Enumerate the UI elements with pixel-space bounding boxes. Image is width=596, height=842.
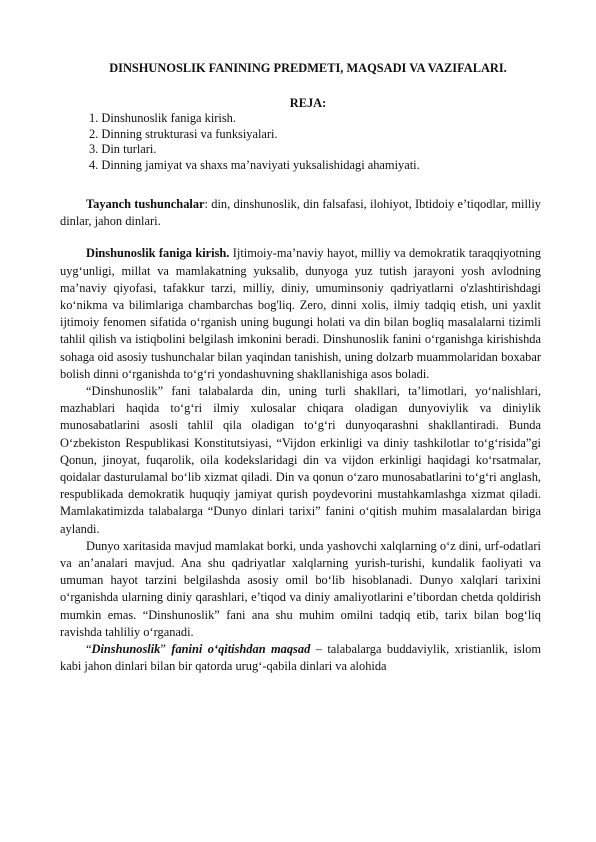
keywords-paragraph — [60, 196, 541, 230]
plan-item: 3. Din turlari. — [89, 142, 157, 156]
plan-list — [89, 111, 420, 173]
quote-open: “ — [86, 642, 92, 657]
keywords-text: : din, dinshunoslik, din falsafasi, ilohiyot, Ibtidoiy e’tiqodlar, milliy dinlar, jahon dinlari. — [60, 197, 541, 229]
section-heading: Dinshunoslik faniga kirish. — [86, 246, 230, 261]
document-body — [60, 196, 541, 675]
paragraph: Dunyo xaritasida mavjud mamlakat borki, unda yashovchi xalqlarning o‘z dini, urf-odatlari va an’analari mavjud. Ana shu qadriyatlar xalqlarning yurish-turishi, kundalik faoliyati va umuman hayot tarzini belgilashda asosiy omil bo‘lib hisoblanadi. Dunyo xalqlari tarixini o‘rganishda ularning diniy qarashlari, e’tiqod va diniy amaliyotlarini e’tibordan chetda qoldirish mumkin emas. “Dinshunoslik” fani ana shu muhim omilni tadqiq etib, tarix bilan bog‘liq ravishda tahliliy o‘rganadi. — [60, 538, 541, 639]
quote-close: ” — [160, 642, 166, 657]
keywords-label: Tayanch tushunchalar — [86, 197, 205, 211]
plan-item: 4. Dinning jamiyat va shaxs ma’naviyati yuksalishidagi ahamiyati. — [89, 157, 420, 172]
paragraph: “Dinshunoslik” fani talabalarda din, uning turli shakllari, ta’limotlari, yo‘nalishlari, mazhablari haqida to‘g‘ri ilmiy xulosalar chiqara oladigan dunyoviylik va diniylik munosabatlarini asosli tahlil qila oladigan to‘g‘ri dunyoqarashni shakllantiradi. Bunda O‘zbekiston Respublikasi Konstitutsiyasi, “Vijdon erkinligi va diniy tashkilotlar to‘g‘risida”gi Qonun, jinoyat, fuqarolik, oila kodekslaridagi din va vijdon erkinligi haqidagi ko‘rsatmalar, qoidalar dasturulamal bo‘lib xizmat qiladi. Din va qonun o‘zaro munosabatlarini to‘g‘ri anglash, respublikada demokratik huquqiy jamiyat qurish poydevorini mustahkamlashga xizmat qiladi. Mamlakatimizda talabalarga “Dunyo dinlari tarixi” fanini o‘qitish muhim masalalardan biriga aylandi. — [60, 384, 541, 536]
page-title: DINSHUNOSLIK FANINING PREDMETI, MAQSADI VA VAZIFALARI. — [109, 61, 507, 75]
aims-paragraph — [60, 641, 541, 675]
paragraph-text: – talabalarga buddaviylik, xristianlik, islom kabi jahon dinlari bilan bir qatorda urug‘-qabila dinlari va alohida — [60, 642, 541, 674]
plan-item: 2. Dinning strukturasi va funksiyalari. — [89, 126, 278, 141]
aims-heading: fanini o‘qitishdan maqsad — [165, 642, 311, 657]
plan-item: 1. Dinshunoslik faniga kirish. — [89, 111, 236, 125]
plan-heading: REJA: — [289, 96, 327, 110]
section-intro-paragraph — [60, 245, 541, 383]
aims-heading-term: Dinshunoslik — [91, 642, 161, 657]
paragraph-text: Ijtimoiy-ma’naviy hayot, milliy va demokratik taraqqiyotning uyg‘unligi, millat va mamlakatning yuksalib, dunyoga yuz tutish jarayoni yosh avlodning ma’naviy qiyofasi, tafakkur tarzi, milliy, diniy, umuminsoniy qadriyatlarni o'zlashtirishdagi ko‘nikma va bilimlariga chambarchas bog'liq. Zero, dinni xolis, ilmiy tadqiq etish, uni yaxlit ijtimoiy fenomen sifatida o‘rganish uning bugungi holati va din bilan bogliq masalalarni tizimli tahlil qilish va istiqbolini belgilash imkonini beradi. Dinshunoslik fanini o‘rganishga kirishishda sohaga oid asosiy tushunchalar bilan yaqindan tanishish, uning dolzarb muammolaridan boxabar bolish dinni o‘rganishda to‘g‘ri yondashuvning shakllanishiga asos boladi. — [60, 246, 542, 381]
